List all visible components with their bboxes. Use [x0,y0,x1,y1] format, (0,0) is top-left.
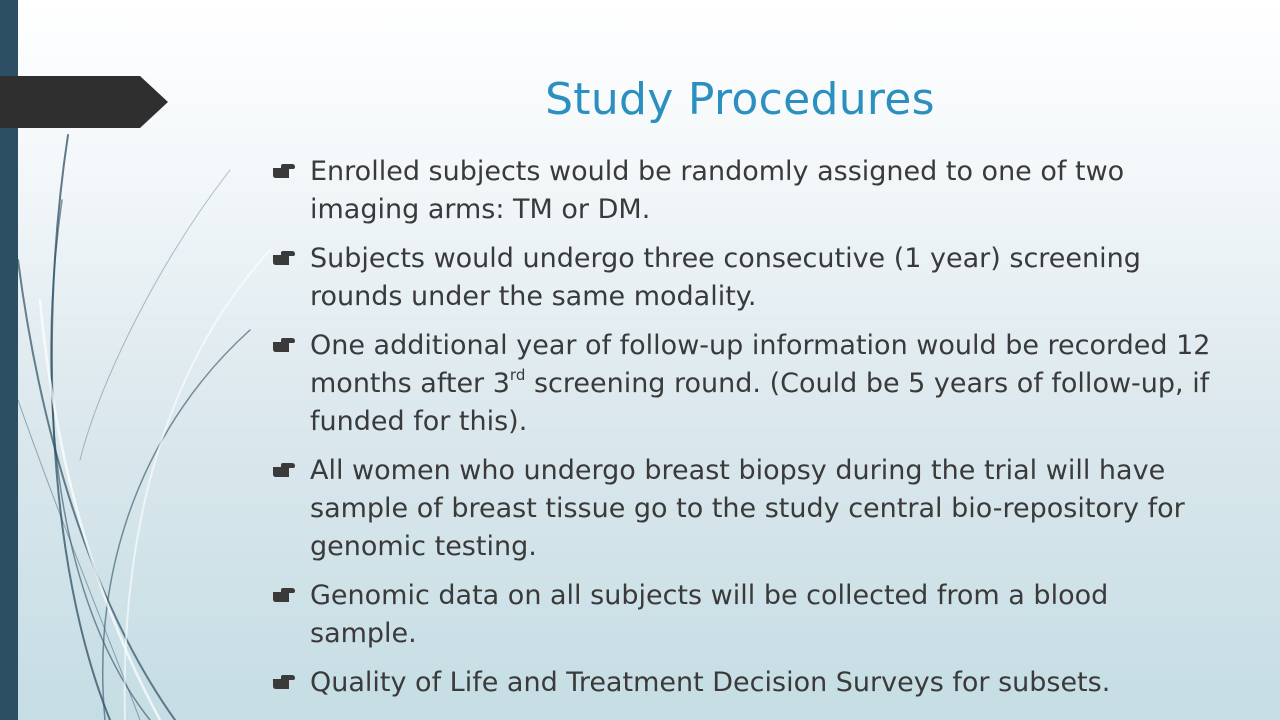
bullet-list [272,153,1212,713]
hand-pointer-icon [272,250,296,266]
hand-pointer-icon [272,337,296,353]
title-tab-shape [0,76,168,128]
hand-pointer-icon [272,163,296,179]
hand-pointer-icon [272,674,296,690]
hand-pointer-icon [272,587,296,603]
bullet-text-post: screening round. (Could be 5 years of follow-up, if funded for this). [310,368,1210,437]
bullet-item [272,240,1212,316]
bullet-text: Quality of Life and Treatment Decision Surveys for subsets. [310,667,1111,698]
bullet-text: Genomic data on all subjects will be collected from a blood sample. [310,580,1109,649]
bullet-item [272,577,1212,653]
bullet-item [272,327,1212,441]
bullet-item [272,153,1212,229]
superscript-rd: rd [509,366,526,384]
slide-title: Study Procedures [545,74,935,125]
bullet-text: All women who undergo breast biopsy during the trial will have sample of breast tissue go to the study central bio-repository for genomic testing. [310,455,1185,562]
bullet-item [272,452,1212,566]
bullet-text-pre: One additional year of follow-up information would be recorded 12 months after 3 [310,330,1211,399]
hand-pointer-icon [272,462,296,478]
bullet-item [272,664,1212,702]
bullet-text: Enrolled subjects would be randomly assigned to one of two imaging arms: TM or DM. [310,156,1125,225]
bullet-text: Subjects would undergo three consecutive (1 year) screening rounds under the same modality. [310,243,1141,312]
